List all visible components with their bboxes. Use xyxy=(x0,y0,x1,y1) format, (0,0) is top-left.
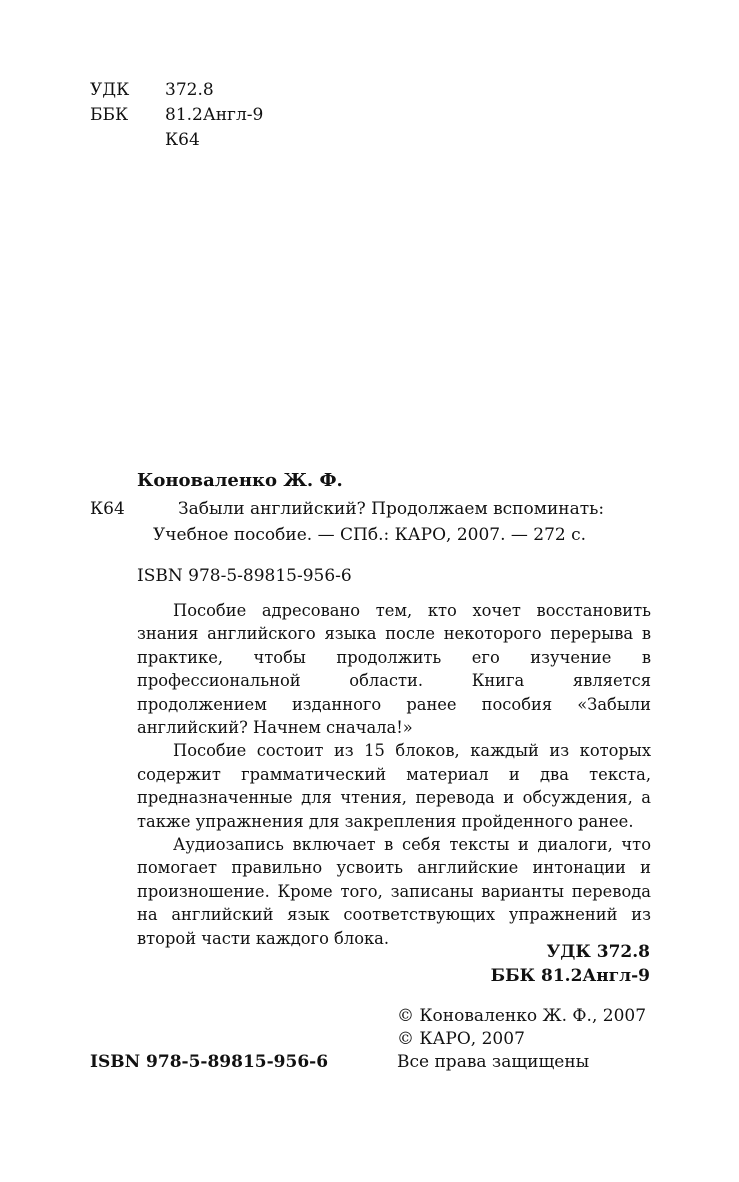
udk-value: 372.8 xyxy=(165,80,214,100)
isbn-entry: ISBN 978-5-89815-956-6 xyxy=(137,566,352,586)
bbk-label: ББК xyxy=(90,105,129,125)
udk-label: УДК xyxy=(90,80,130,100)
footer-udk: УДК 372.8 xyxy=(546,942,650,962)
annotation-paragraph-1: Пособие адресовано тем, кто хочет восстановить знания английского языка после некоторого перерыва в практике, чтобы продолжить его изучение в профессиональной области. Книга является продолжением изданного ранее пособия «Забыли английский? Начнем сначала!» xyxy=(137,601,651,738)
copyright-publisher: © КАРО, 2007 xyxy=(397,1029,525,1049)
book-title-line2: Учебное пособие. — СПб.: КАРО, 2007. — 272 с. xyxy=(153,525,587,545)
book-title-line1: Забыли английский? Продолжаем вспоминать: xyxy=(178,499,605,519)
annotation-paragraph-3: Аудиозапись включает в себя тексты и диалоги, что помогает правильно усвоить английские интонации и произношение. Кроме того, записаны варианты перевода на английский язык соответствующих упражнений из второй части каждого блока. xyxy=(137,835,651,948)
rights-reserved: Все права защищены xyxy=(397,1052,590,1072)
footer-bbk: ББК 81.2Англ-9 xyxy=(490,966,650,986)
annotation xyxy=(137,599,651,950)
annotation-paragraph-2: Пособие состоит из 15 блоков, каждый из которых содержит грамматический материал и два текста, предназначенные для чтения, перевода и обсуждения, а также упражнения для закрепления пройденного ранее. xyxy=(137,741,651,831)
footer-isbn: ISBN 978-5-89815-956-6 xyxy=(90,1052,329,1072)
author-mark-top: К64 xyxy=(165,130,200,150)
author-mark: К64 xyxy=(90,499,125,519)
bbk-value: 81.2Англ-9 xyxy=(165,105,264,125)
copyright-author: © Коноваленко Ж. Ф., 2007 xyxy=(397,1006,647,1026)
author-name: Коноваленко Ж. Ф. xyxy=(137,470,343,491)
